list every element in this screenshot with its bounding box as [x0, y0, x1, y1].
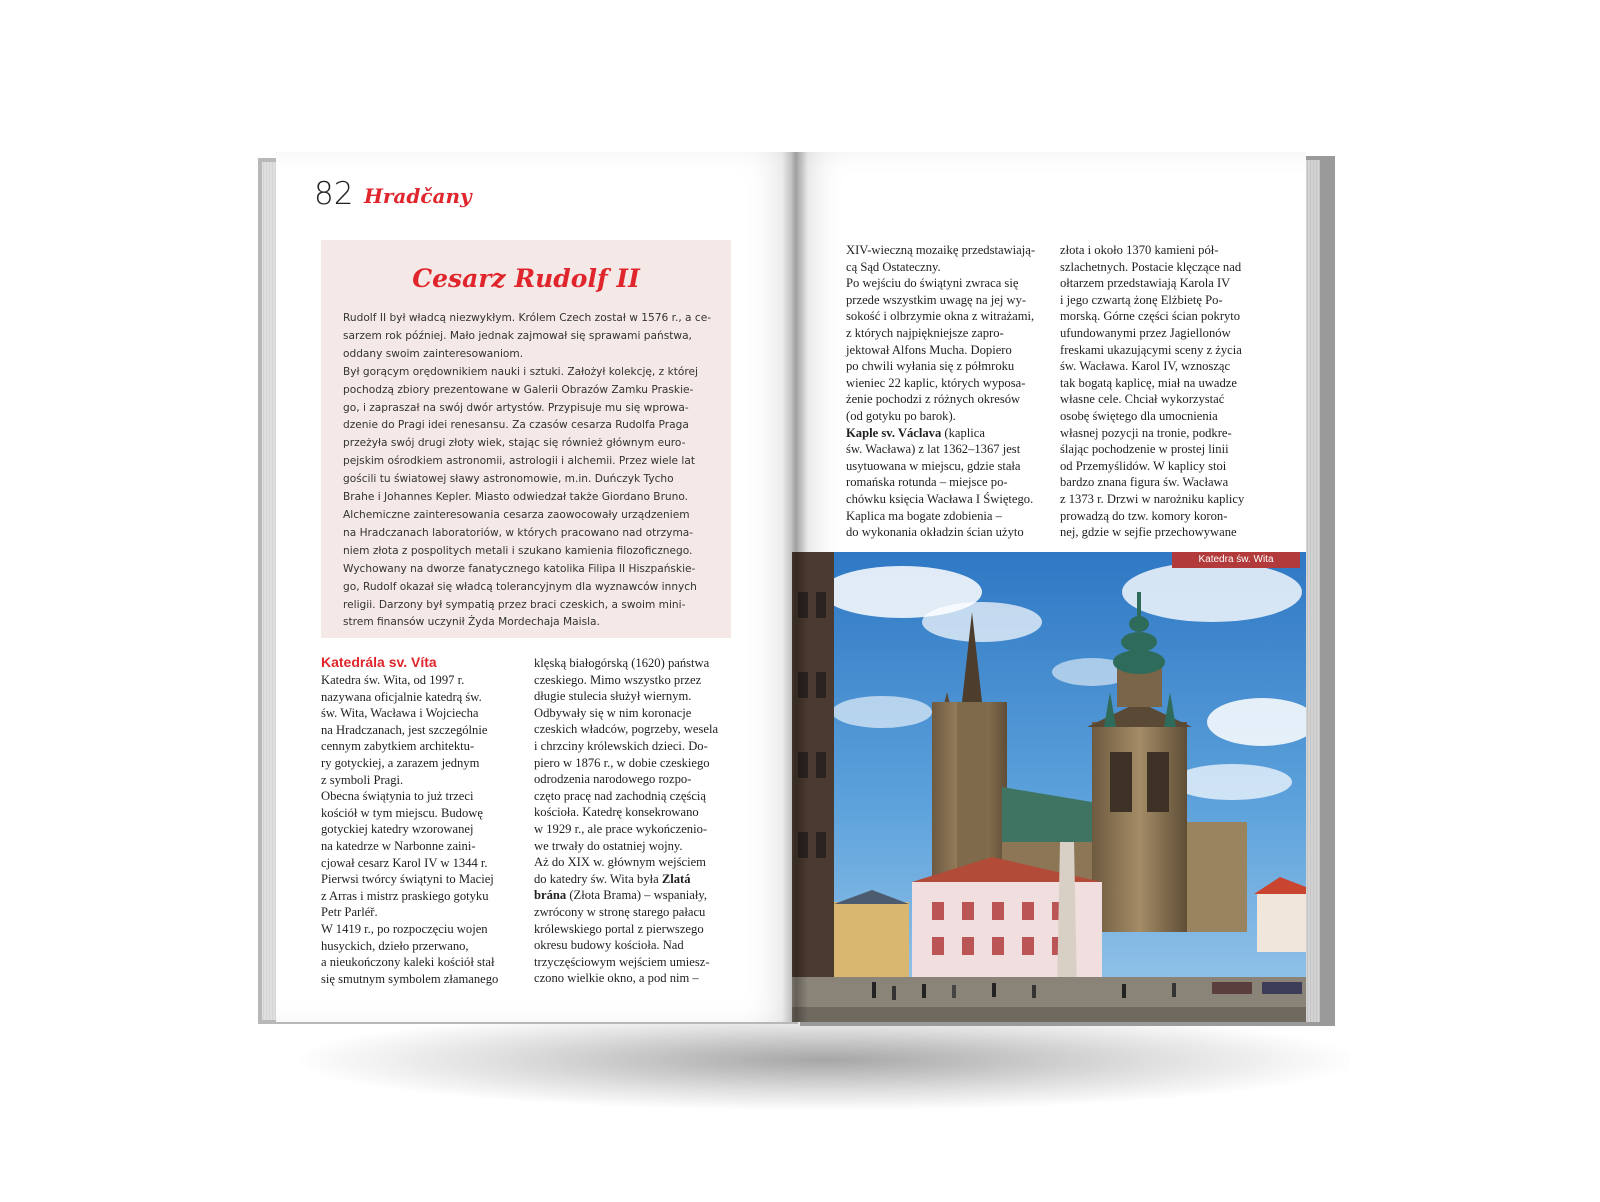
text-line: gotyckiej katedry wzorowanej: [321, 822, 474, 837]
text-line: długie stulecia służył wiernym.: [534, 689, 692, 704]
text-line: [846, 425, 1035, 442]
text-line: Po wejściu do świątyni zwraca się: [846, 276, 1019, 291]
text-line: husyckich, dzieło przerwano,: [321, 938, 469, 953]
text-line: nej, gdzie w sejfie przechowywane: [1060, 525, 1237, 540]
text-line: szlachetnych. Postacie klęczące nad: [1060, 259, 1242, 274]
text-line: odrodzenia narodowego rozpo-: [534, 772, 692, 787]
text-line: nazywana oficjalnie katedrą św.: [321, 689, 482, 704]
text-line: na katedrze w Narbonne zaini-: [321, 838, 476, 853]
text-line: Odbywały się w nim koronacje: [534, 705, 692, 720]
text-line: kościoła. Katedrę konsekrowano: [534, 805, 699, 820]
text-line: przeżyła swój drugi złoty wiek, stając się również głównym euro-: [343, 437, 686, 450]
cathedral-photo: [792, 552, 1306, 1022]
text-line: zwrócony w stronę starego pałacu: [534, 904, 706, 919]
section-title: Hradčany: [364, 184, 472, 208]
text-line: we trwały do ostatniej wojny.: [534, 838, 683, 853]
text-line: Kaplica ma bogate zdobienia –: [846, 508, 1002, 523]
text-line: Brahe i Johannes Kepler. Miasto odwiedzał także Giordano Bruno.: [343, 491, 689, 504]
text-line: częto pracę nad zachodnią częścią: [534, 788, 706, 803]
text-line: ołtarzem przedstawiają Karola IV: [1060, 276, 1231, 291]
text-line: W 1419 r., po rozpoczęciu wojen: [321, 921, 488, 936]
text-line: przede wszystkim uwagę na jej wy-: [846, 292, 1027, 307]
text-line: sokość i olbrzymie okna z witrażami,: [846, 309, 1035, 324]
text-line: św. Wacława. Karol IV, wznosząc: [1060, 359, 1231, 374]
text-line: kościół w tym miejscu. Budowę: [321, 805, 483, 820]
text-line: od Przemyślidów. W kaplicy stoi: [1060, 458, 1227, 473]
text-line: (od gotyku po barok).: [846, 408, 956, 423]
text-line: piero w 1876 r., w dobie czeskiego: [534, 755, 710, 770]
text-column-2: [534, 655, 718, 987]
text-line: a nieukończony kaleki kościół stał: [321, 955, 495, 970]
text-line: klęską białogórską (1620) państwa: [534, 656, 710, 670]
text-line: z symboli Pragi.: [321, 772, 404, 787]
text-line: trzyczęściowym wejściem umiesz-: [534, 954, 710, 969]
text-line: romańska rotunda – miejsce po-: [846, 475, 1008, 490]
bold-term: brána: [534, 888, 567, 903]
text-line: czono wielkie okno, a pod nim –: [534, 971, 699, 986]
text-line: z Arras i mistrz praskiego gotyku: [321, 888, 489, 903]
text-line: ślając pochodzenie w prostej linii: [1060, 442, 1229, 457]
text-line: własnej pozycji na tronie, podkre-: [1060, 425, 1232, 440]
text-line: własne cele. Chciał wykorzystać: [1060, 392, 1225, 407]
text-line: żenie pochodzi z różnych okresów: [846, 392, 1021, 407]
text-line: na Hradczanach laboratoriów, w których pracowano nad otrzyma-: [343, 526, 694, 539]
text-line: pejskim ośrodkiem astronomii, astrologii i alchemii. Przez wiele lat: [343, 455, 696, 468]
text-segment: do katedry św. Wita była: [534, 871, 659, 886]
text-line: i jego czwartą żonę Elżbietę Po-: [1060, 292, 1223, 307]
text-line: złota i około 1370 kamieni pół-: [1060, 243, 1219, 257]
photo-caption: Katedra św. Wita: [1172, 552, 1300, 568]
right-page: [792, 152, 1306, 1022]
text-line: prowadzą do tzw. komory koron-: [1060, 508, 1228, 523]
text-line: w 1929 r., ale prace wykończenio-: [534, 821, 708, 836]
text-line: [534, 887, 718, 904]
text-line: tak bogatą kaplicę, miał na uwadze: [1060, 375, 1237, 390]
text-line: czeskiego. Mimo wszystko przez: [534, 672, 702, 687]
text-segment: (kaplica: [941, 425, 985, 440]
section-heading: Katedrála sv. Víta: [321, 654, 437, 670]
text-line: chówku księcia Wacława I Świętego.: [846, 491, 1034, 506]
text-segment: (Złota Brama) – wspaniały,: [566, 888, 708, 903]
text-line: XIV-wieczną mozaikę przedstawiają-: [846, 243, 1036, 257]
text-line: Był gorącym orędownikiem nauki i sztuki. Założył kolekcję, z której: [343, 365, 698, 378]
text-line: Katedra św. Wita, od 1997 r.: [321, 673, 465, 687]
sidebar-text: [343, 310, 713, 632]
text-line: osobę świętego dla umocnienia: [1060, 408, 1218, 423]
text-line: freskami ukazującymi sceny z życia: [1060, 342, 1242, 357]
text-line: cą Sąd Ostateczny.: [846, 259, 941, 274]
text-line: i chrzciny królewskich dzieci. Do-: [534, 738, 708, 753]
text-line: go, i zapraszał na swój dwór artystów. Przypisuje mu się wprowa-: [343, 401, 689, 414]
text-line: niem złota z pospolitych metali i szukano kamienia filozoficznego.: [343, 544, 693, 557]
text-line: Petr Parléř.: [321, 905, 378, 920]
page-number: 82: [314, 176, 354, 212]
cathedral-illustration: [792, 552, 1306, 1022]
text-line: religii. Darzony był sympatią przez braci czeskich, a swoim mini-: [343, 598, 686, 611]
text-column-4: [1060, 242, 1244, 541]
text-line: św. Wacława) z lat 1362–1367 jest: [846, 442, 1021, 457]
bold-term: Zlatá: [661, 871, 691, 886]
text-line: Pierwsi twórcy świątyni to Maciej: [321, 872, 494, 887]
left-page: [276, 152, 796, 1022]
text-line: królewskiego portal z pierwszego: [534, 921, 704, 936]
text-line: św. Wita, Wacława i Wojciecha: [321, 706, 479, 721]
text-line: sarzem rok później. Mało jednak zajmował się sprawami państwa,: [343, 329, 692, 342]
page-edges-right: [1306, 160, 1320, 1022]
text-line: Alchemiczne zainteresowania cesarza zaowocowały urządzeniem: [343, 508, 690, 521]
text-line: ry gotyckiej, a zarazem jednym: [321, 755, 480, 770]
text-line: morską. Górne części ścian pokryto: [1060, 309, 1241, 324]
text-line: Rudolf II był władcą niezwykłym. Królem Czech został w 1576 r., a ce-: [343, 312, 712, 324]
text-line: z 1373 r. Drzwi w narożniku kaplicy: [1060, 491, 1245, 506]
text-line: czeskich władców, pogrzeby, wesela: [534, 722, 719, 737]
text-line: do wykonania okładzin ścian użyto: [846, 525, 1024, 540]
text-column-3: [846, 242, 1035, 541]
text-line: strem finansów uczynił Żyda Mordechaja Maisla.: [343, 616, 600, 629]
book-gutter: [782, 152, 808, 1022]
text-line: na Hradczanach, jest szczególnie: [321, 722, 488, 737]
text-line: dzenie do Pragi idei renesansu. Za czasów cesarza Rudolfa Praga: [343, 419, 689, 432]
text-line: gościli tu światowej sławy astronomowie, m.in. Duńczyk Tycho: [343, 473, 674, 486]
text-line: pochodzą zbiory prezentowane w Galerii Obrazów Zamku Praskie-: [343, 383, 694, 396]
text-line: oddany swoim zainteresowaniom.: [343, 347, 524, 360]
text-line: z których najpiękniejsze zapro-: [846, 325, 1004, 340]
text-line: Aż do XIX w. głównym wejściem: [534, 855, 706, 870]
text-line: Wychowany na dworze fanatycznego katolika Filipa II Hiszpańskie-: [343, 562, 696, 575]
bold-term: Kaple sv. Václava: [846, 425, 942, 440]
text-line: jektował Alfons Mucha. Dopiero: [846, 342, 1012, 357]
text-line: okresu budowy kościoła. Nad: [534, 938, 684, 953]
sidebar-title: Cesarz Rudolf II: [412, 264, 640, 293]
text-line: cennym zabytkiem architektu-: [321, 739, 475, 754]
text-column-1: [321, 672, 498, 987]
text-line: się smutnym symbolem złamanego: [321, 971, 499, 986]
text-line: ufundowanymi przez Jagiellonów: [1060, 325, 1231, 340]
text-line: Obecna świątynia to już trzeci: [321, 789, 474, 804]
sidebar-box: [321, 240, 731, 638]
text-line: po chwili wyłania się z półmroku: [846, 359, 1015, 374]
text-line: cjował cesarz Karol IV w 1344 r.: [321, 855, 488, 870]
text-line: [534, 871, 718, 888]
text-line: usytuowana w miejscu, gdzie stała: [846, 458, 1021, 473]
text-line: go, Rudolf okazał się władcą tolerancyjnym dla wyznawców innych: [343, 580, 697, 593]
text-line: bardzo znana figura św. Wacława: [1060, 475, 1229, 490]
page-edges-left: [262, 162, 276, 1020]
text-line: wieniec 22 kaplic, których wyposa-: [846, 375, 1026, 390]
